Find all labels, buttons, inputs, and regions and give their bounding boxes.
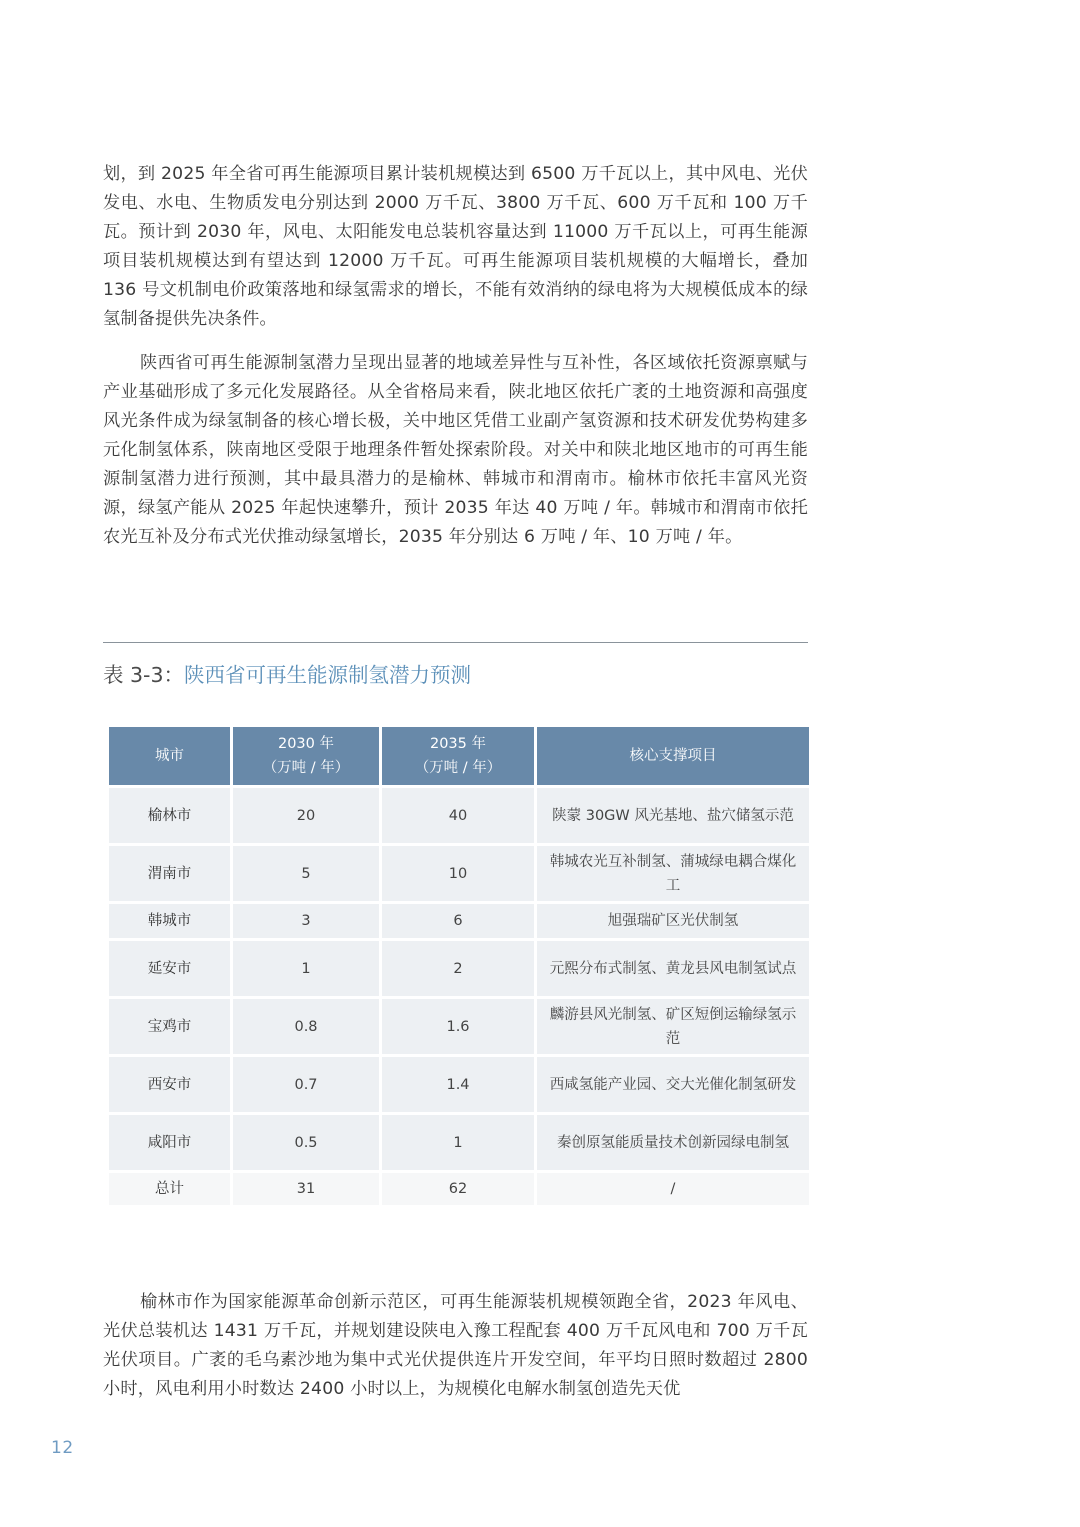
cell-city: 榆林市 [109,788,230,843]
body-paragraph-3: 榆林市作为国家能源革命创新示范区，可再生能源装机规模领跑全省，2023 年风电、光伏总装机达 1431 万千瓦，并规划建设陕电入豫工程配套 400 万千瓦风电和 700 万千瓦光伏项目。广袤的毛乌素沙地为集中式光伏提供连片开发空间，年平均日照时数超过 2800 小时，风电利用小时数达 2400 小时以上，为规模化电解水制氢创造先天优 [103,1292,808,1399]
cell-project: 麟游县风光制氢、矿区短倒运输绿氢示范 [537,999,809,1054]
cell-project: 元熙分布式制氢、黄龙县风电制氢试点 [537,941,809,996]
body-paragraph-1: 划，到 2025 年全省可再生能源项目累计装机规模达到 6500 万千瓦以上，其中风电、光伏发电、水电、生物质发电分别达到 2000 万千瓦、3800 万千瓦、600 万千瓦和 100 万千瓦。预计到 2030 年，风电、太阳能发电总装机容量达到 11000 万千瓦以上，可再生能源项目装机规模达到有望达到 12000 万千瓦。可再生能源项目装机规模的大幅增长，叠加 136 号文机制电价政策落地和绿氢需求的增长，不能有效消纳的绿电将为大规模低成本的绿氢制备提供先决条件。 [103,164,808,329]
body-paragraph-2: 陕西省可再生能源制氢潜力呈现出显著的地域差异性与互补性，各区域依托资源禀赋与产业基础形成了多元化发展路径。从全省格局来看，陕北地区依托广袤的土地资源和高强度风光条件成为绿氢制备的核心增长极，关中地区凭借工业副产氢资源和技术研发优势构建多元化制氢体系，陕南地区受限于地理条件暂处探索阶段。对关中和陕北地区地市的可再生能源制氢潜力进行预测，其中最具潜力的是榆林、韩城市和渭南市。榆林市依托丰富风光资源，绿氢产能从 2025 年起快速攀升，预计 2035 年达 40 万吨 / 年。韩城市和渭南市依托农光互补及分布式光伏推动绿氢增长，2035 年分别达 6 万吨 / 年、10 万吨 / 年。 [103,353,808,547]
cell-project: 西咸氢能产业园、交大光催化制氢研发 [537,1057,809,1112]
cell-city: 西安市 [109,1057,230,1112]
cell-city: 咸阳市 [109,1115,230,1170]
cell-2030: 5 [233,846,379,901]
section-divider [103,642,808,643]
header-2030: 2030 年 （万吨 / 年） [233,727,379,785]
table-row [109,1115,809,1170]
table-total-row [109,1173,809,1205]
cell-2035: 1 [382,1115,534,1170]
table-caption-label: 表 3-3： [103,663,184,687]
table-row [109,1057,809,1112]
cell-2030: 0.7 [233,1057,379,1112]
cell-2035: 62 [382,1173,534,1205]
table-row [109,788,809,843]
table-row [109,999,809,1054]
cell-2035: 40 [382,788,534,843]
cell-2030: 20 [233,788,379,843]
cell-city: 韩城市 [109,904,230,938]
table-row [109,846,809,901]
header-city: 城市 [109,727,230,785]
table-caption [103,660,471,690]
cell-2030: 31 [233,1173,379,1205]
cell-2030: 3 [233,904,379,938]
table-row [109,904,809,938]
cell-2035: 1.4 [382,1057,534,1112]
cell-city: 总计 [109,1173,230,1205]
cell-2035: 2 [382,941,534,996]
cell-2035: 10 [382,846,534,901]
cell-project: 秦创原氢能质量技术创新园绿电制氢 [537,1115,809,1170]
cell-2035: 6 [382,904,534,938]
cell-2035: 1.6 [382,999,534,1054]
page-number: 12 [51,1438,74,1458]
cell-city: 延安市 [109,941,230,996]
cell-2030: 0.8 [233,999,379,1054]
header-2035: 2035 年 （万吨 / 年） [382,727,534,785]
header-project: 核心支撑项目 [537,727,809,785]
cell-2030: 1 [233,941,379,996]
table-caption-title: 陕西省可再生能源制氢潜力预测 [184,663,471,687]
hydrogen-potential-table [106,724,809,1208]
cell-city: 宝鸡市 [109,999,230,1054]
cell-city: 渭南市 [109,846,230,901]
cell-project: / [537,1173,809,1205]
cell-project: 陕蒙 30GW 风光基地、盐穴储氢示范 [537,788,809,843]
cell-2030: 0.5 [233,1115,379,1170]
table-row [109,941,809,996]
cell-project: 旭强瑞矿区光伏制氢 [537,904,809,938]
cell-project: 韩城农光互补制氢、蒲城绿电耦合煤化工 [537,846,809,901]
table-header-row [109,727,809,785]
